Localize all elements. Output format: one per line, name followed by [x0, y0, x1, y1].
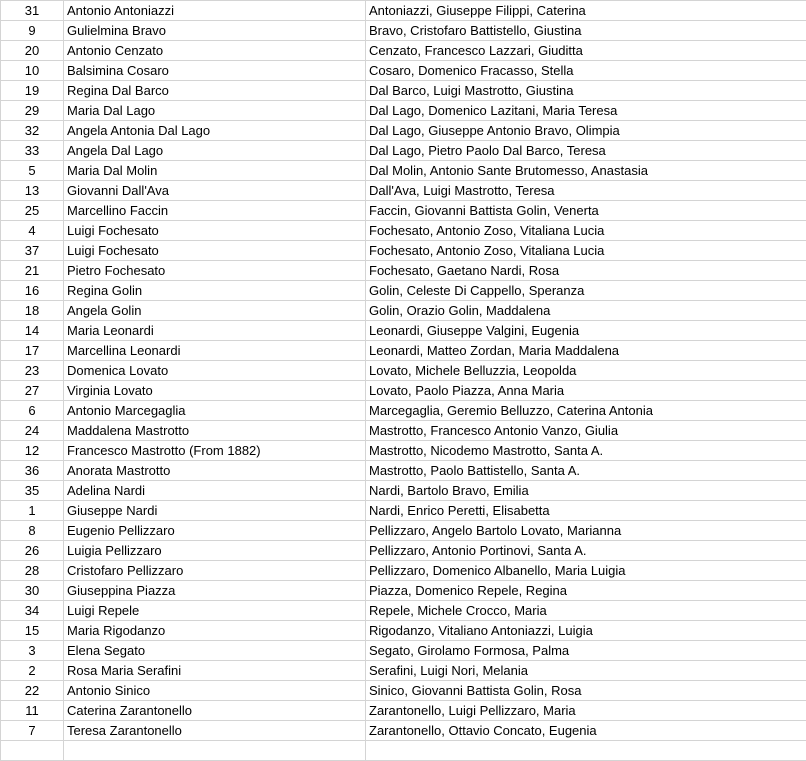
id-cell[interactable]: 15 [1, 621, 64, 641]
parents-cell[interactable]: Dal Lago, Pietro Paolo Dal Barco, Teresa [366, 141, 806, 161]
grid-body [1, 1, 806, 761]
name-cell[interactable]: Anorata Mastrotto [64, 461, 366, 481]
name-cell[interactable]: Virginia Lovato [64, 381, 366, 401]
id-cell[interactable]: 11 [1, 701, 64, 721]
parents-cell[interactable]: Leonardi, Matteo Zordan, Maria Maddalena [366, 341, 806, 361]
table-row [1, 661, 806, 681]
parents-cell[interactable]: Piazza, Domenico Repele, Regina [366, 581, 806, 601]
id-cell[interactable]: 4 [1, 221, 64, 241]
parents-cell[interactable]: Faccin, Giovanni Battista Golin, Venerta [366, 201, 806, 221]
id-cell[interactable]: 30 [1, 581, 64, 601]
parents-cell[interactable]: Nardi, Bartolo Bravo, Emilia [366, 481, 806, 501]
name-cell[interactable]: Giovanni Dall'Ava [64, 181, 366, 201]
table-row [1, 41, 806, 61]
id-cell[interactable]: 26 [1, 541, 64, 561]
name-cell[interactable]: Antonio Antoniazzi [64, 1, 366, 21]
id-cell[interactable]: 37 [1, 241, 64, 261]
name-cell[interactable]: Regina Dal Barco [64, 81, 366, 101]
table-row [1, 521, 806, 541]
parents-cell[interactable]: Lovato, Paolo Piazza, Anna Maria [366, 381, 806, 401]
parents-cell[interactable]: Repele, Michele Crocco, Maria [366, 601, 806, 621]
name-cell[interactable]: Teresa Zarantonello [64, 721, 366, 741]
name-cell[interactable]: Rosa Maria Serafini [64, 661, 366, 681]
table-row [1, 481, 806, 501]
table-row [1, 581, 806, 601]
parents-cell[interactable]: Cosaro, Domenico Fracasso, Stella [366, 61, 806, 81]
id-cell[interactable]: 24 [1, 421, 64, 441]
id-cell[interactable]: 33 [1, 141, 64, 161]
table-row [1, 241, 806, 261]
table-row [1, 741, 806, 761]
name-cell[interactable]: Elena Segato [64, 641, 366, 661]
table-row [1, 121, 806, 141]
table-row [1, 381, 806, 401]
table-row [1, 301, 806, 321]
table-row [1, 161, 806, 181]
name-cell[interactable]: Luigia Pellizzaro [64, 541, 366, 561]
name-cell[interactable]: Domenica Lovato [64, 361, 366, 381]
parents-cell[interactable]: Pellizzaro, Angelo Bartolo Lovato, Marianna [366, 521, 806, 541]
table-row [1, 541, 806, 561]
id-cell[interactable]: 10 [1, 61, 64, 81]
table-row [1, 361, 806, 381]
parents-cell[interactable]: Fochesato, Gaetano Nardi, Rosa [366, 261, 806, 281]
parents-cell[interactable]: Nardi, Enrico Peretti, Elisabetta [366, 501, 806, 521]
table-row [1, 561, 806, 581]
id-cell[interactable] [1, 741, 64, 761]
name-cell[interactable]: Maria Dal Lago [64, 101, 366, 121]
table-row [1, 461, 806, 481]
parents-cell[interactable]: Pellizzaro, Domenico Albanello, Maria Luigia [366, 561, 806, 581]
name-cell[interactable]: Marcellino Faccin [64, 201, 366, 221]
id-cell[interactable]: 22 [1, 681, 64, 701]
id-cell[interactable]: 19 [1, 81, 64, 101]
parents-cell[interactable]: Serafini, Luigi Nori, Melania [366, 661, 806, 681]
name-cell[interactable]: Angela Golin [64, 301, 366, 321]
parents-cell[interactable] [366, 741, 806, 761]
name-cell[interactable]: Balsimina Cosaro [64, 61, 366, 81]
name-cell[interactable]: Giuseppe Nardi [64, 501, 366, 521]
parents-cell[interactable]: Mastrotto, Paolo Battistello, Santa A. [366, 461, 806, 481]
table-row [1, 501, 806, 521]
parents-cell[interactable]: Golin, Celeste Di Cappello, Speranza [366, 281, 806, 301]
name-cell[interactable]: Maria Dal Molin [64, 161, 366, 181]
name-cell[interactable]: Angela Antonia Dal Lago [64, 121, 366, 141]
parents-cell[interactable]: Golin, Orazio Golin, Maddalena [366, 301, 806, 321]
name-cell[interactable]: Marcellina Leonardi [64, 341, 366, 361]
table-row [1, 441, 806, 461]
parents-cell[interactable]: Sinico, Giovanni Battista Golin, Rosa [366, 681, 806, 701]
name-cell[interactable]: Gulielmina Bravo [64, 21, 366, 41]
table-row [1, 101, 806, 121]
id-cell[interactable]: 31 [1, 1, 64, 21]
name-cell[interactable]: Eugenio Pellizzaro [64, 521, 366, 541]
id-cell[interactable]: 8 [1, 521, 64, 541]
parents-cell[interactable]: Fochesato, Antonio Zoso, Vitaliana Lucia [366, 221, 806, 241]
name-cell[interactable]: Maria Rigodanzo [64, 621, 366, 641]
name-cell[interactable]: Angela Dal Lago [64, 141, 366, 161]
parents-cell[interactable]: Zarantonello, Ottavio Concato, Eugenia [366, 721, 806, 741]
name-cell[interactable]: Luigi Fochesato [64, 221, 366, 241]
parents-cell[interactable]: Mastrotto, Nicodemo Mastrotto, Santa A. [366, 441, 806, 461]
id-cell[interactable]: 9 [1, 21, 64, 41]
name-cell[interactable]: Maria Leonardi [64, 321, 366, 341]
table-row [1, 421, 806, 441]
name-cell[interactable]: Luigi Repele [64, 601, 366, 621]
parents-cell[interactable]: Segato, Girolamo Formosa, Palma [366, 641, 806, 661]
table-row [1, 701, 806, 721]
table-row [1, 81, 806, 101]
name-cell[interactable]: Adelina Nardi [64, 481, 366, 501]
id-cell[interactable]: 14 [1, 321, 64, 341]
id-cell[interactable]: 32 [1, 121, 64, 141]
name-cell[interactable]: Francesco Mastrotto (From 1882) [64, 441, 366, 461]
table-row [1, 621, 806, 641]
parents-cell[interactable]: Leonardi, Giuseppe Valgini, Eugenia [366, 321, 806, 341]
id-cell[interactable]: 21 [1, 261, 64, 281]
name-cell[interactable]: Caterina Zarantonello [64, 701, 366, 721]
table-row [1, 261, 806, 281]
parents-cell[interactable]: Pellizzaro, Antonio Portinovi, Santa A. [366, 541, 806, 561]
name-cell[interactable]: Luigi Fochesato [64, 241, 366, 261]
table-row [1, 641, 806, 661]
name-cell[interactable]: Giuseppina Piazza [64, 581, 366, 601]
id-cell[interactable]: 29 [1, 101, 64, 121]
id-cell[interactable]: 36 [1, 461, 64, 481]
table-row [1, 721, 806, 741]
parents-cell[interactable]: Fochesato, Antonio Zoso, Vitaliana Lucia [366, 241, 806, 261]
id-cell[interactable]: 12 [1, 441, 64, 461]
id-cell[interactable]: 6 [1, 401, 64, 421]
table-row [1, 21, 806, 41]
id-cell[interactable]: 34 [1, 601, 64, 621]
table-row [1, 221, 806, 241]
parents-cell[interactable]: Zarantonello, Luigi Pellizzaro, Maria [366, 701, 806, 721]
id-cell[interactable]: 25 [1, 201, 64, 221]
table-row [1, 281, 806, 301]
parents-cell[interactable]: Lovato, Michele Belluzzia, Leopolda [366, 361, 806, 381]
table-row [1, 181, 806, 201]
table-row [1, 321, 806, 341]
parents-cell[interactable]: Dal Lago, Giuseppe Antonio Bravo, Olimpia [366, 121, 806, 141]
name-cell[interactable]: Regina Golin [64, 281, 366, 301]
parents-cell[interactable]: Dal Barco, Luigi Mastrotto, Giustina [366, 81, 806, 101]
parents-cell[interactable]: Rigodanzo, Vitaliano Antoniazzi, Luigia [366, 621, 806, 641]
parents-cell[interactable]: Dall'Ava, Luigi Mastrotto, Teresa [366, 181, 806, 201]
id-cell[interactable]: 5 [1, 161, 64, 181]
name-cell[interactable]: Antonio Cenzato [64, 41, 366, 61]
id-cell[interactable]: 35 [1, 481, 64, 501]
id-cell[interactable]: 16 [1, 281, 64, 301]
table-row [1, 201, 806, 221]
table-row [1, 681, 806, 701]
id-cell[interactable]: 1 [1, 501, 64, 521]
table-row [1, 1, 806, 21]
id-cell[interactable]: 17 [1, 341, 64, 361]
id-cell[interactable]: 7 [1, 721, 64, 741]
id-cell[interactable]: 13 [1, 181, 64, 201]
name-cell[interactable]: Maddalena Mastrotto [64, 421, 366, 441]
id-cell[interactable]: 27 [1, 381, 64, 401]
id-cell[interactable]: 23 [1, 361, 64, 381]
name-cell[interactable]: Pietro Fochesato [64, 261, 366, 281]
parents-cell[interactable]: Bravo, Cristofaro Battistello, Giustina [366, 21, 806, 41]
parents-cell[interactable]: Antoniazzi, Giuseppe Filippi, Caterina [366, 1, 806, 21]
table-row [1, 141, 806, 161]
table-row [1, 401, 806, 421]
id-cell[interactable]: 2 [1, 661, 64, 681]
table-row [1, 341, 806, 361]
id-cell[interactable]: 18 [1, 301, 64, 321]
name-cell[interactable]: Cristofaro Pellizzaro [64, 561, 366, 581]
name-cell[interactable] [64, 741, 366, 761]
id-cell[interactable]: 28 [1, 561, 64, 581]
table-row [1, 61, 806, 81]
parents-cell[interactable]: Dal Molin, Antonio Sante Brutomesso, Anastasia [366, 161, 806, 181]
table-row [1, 601, 806, 621]
parents-cell[interactable]: Dal Lago, Domenico Lazitani, Maria Teresa [366, 101, 806, 121]
parents-cell[interactable]: Mastrotto, Francesco Antonio Vanzo, Giulia [366, 421, 806, 441]
id-cell[interactable]: 20 [1, 41, 64, 61]
id-cell[interactable]: 3 [1, 641, 64, 661]
name-cell[interactable]: Antonio Sinico [64, 681, 366, 701]
parents-cell[interactable]: Cenzato, Francesco Lazzari, Giuditta [366, 41, 806, 61]
parents-cell[interactable]: Marcegaglia, Geremio Belluzzo, Caterina Antonia [366, 401, 806, 421]
name-cell[interactable]: Antonio Marcegaglia [64, 401, 366, 421]
